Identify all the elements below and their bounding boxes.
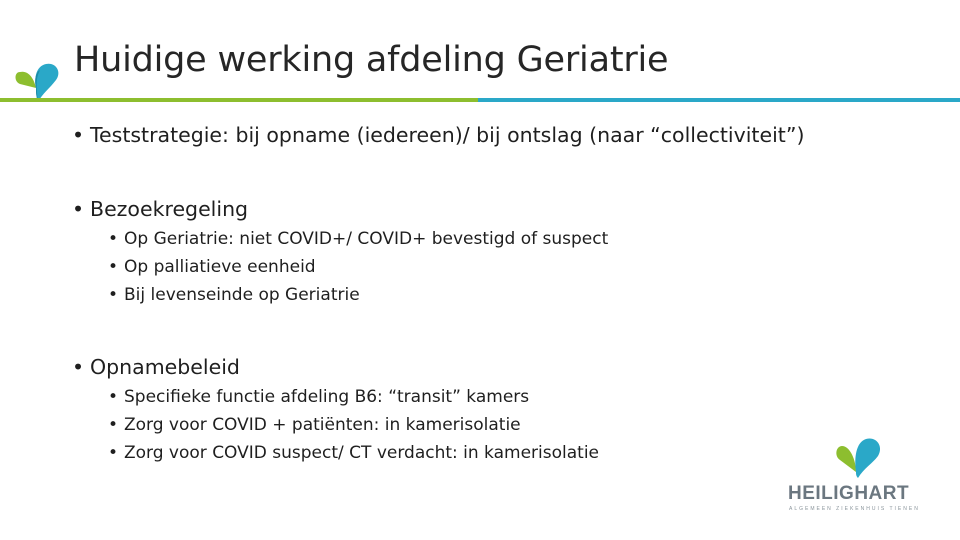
bullet-text: Specifieke functie afdeling B6: “transit” kamers — [124, 387, 530, 407]
bullet-dot: • — [108, 257, 119, 277]
bullet-text: Teststrategie: bij opname (iedereen)/ bij ontslag (naar “collectiviteit”) — [90, 123, 805, 147]
bullet-dot: • — [72, 355, 85, 379]
bullet-text: Zorg voor COVID suspect/ CT verdacht: in kamerisolatie — [124, 443, 599, 463]
logo-name: HEILIGHART — [788, 483, 910, 504]
bullet-dot: • — [108, 443, 119, 463]
page-title: Huidige werking afdeling Geriatrie — [74, 40, 669, 80]
bullet-dot: • — [108, 415, 119, 435]
bullet-text: Bij levenseinde op Geriatrie — [124, 285, 360, 305]
sub-bullet — [108, 415, 521, 435]
sub-bullet — [108, 387, 529, 407]
bullet-opnamebeleid — [72, 355, 240, 379]
heilighart-logo-icon — [834, 436, 884, 480]
sub-bullet — [108, 229, 608, 249]
sub-bullet — [108, 285, 360, 305]
logo-subtitle: ALGEMEEN ZIEKENHUIS TIENEN — [789, 506, 920, 512]
heilighart-logo — [780, 436, 930, 516]
sub-bullet — [108, 443, 599, 463]
title-underline-blue — [478, 98, 960, 102]
bullet-text: Bezoekregeling — [90, 197, 249, 221]
bullet-dot: • — [72, 197, 85, 221]
bullet-dot: • — [108, 285, 119, 305]
title-underline-green — [0, 98, 478, 102]
bullet-teststrategie — [72, 123, 804, 147]
bullet-bezoekregeling — [72, 197, 248, 221]
bullet-text: Opnamebeleid — [90, 355, 240, 379]
bullet-text: Zorg voor COVID + patiënten: in kamerisolatie — [124, 415, 521, 435]
bullet-text: Op palliatieve eenheid — [124, 257, 316, 277]
bullet-dot: • — [72, 123, 85, 147]
bullet-text: Op Geriatrie: niet COVID+/ COVID+ bevestigd of suspect — [124, 229, 609, 249]
bullet-dot: • — [108, 387, 119, 407]
bullet-dot: • — [108, 229, 119, 249]
sub-bullet — [108, 257, 316, 277]
